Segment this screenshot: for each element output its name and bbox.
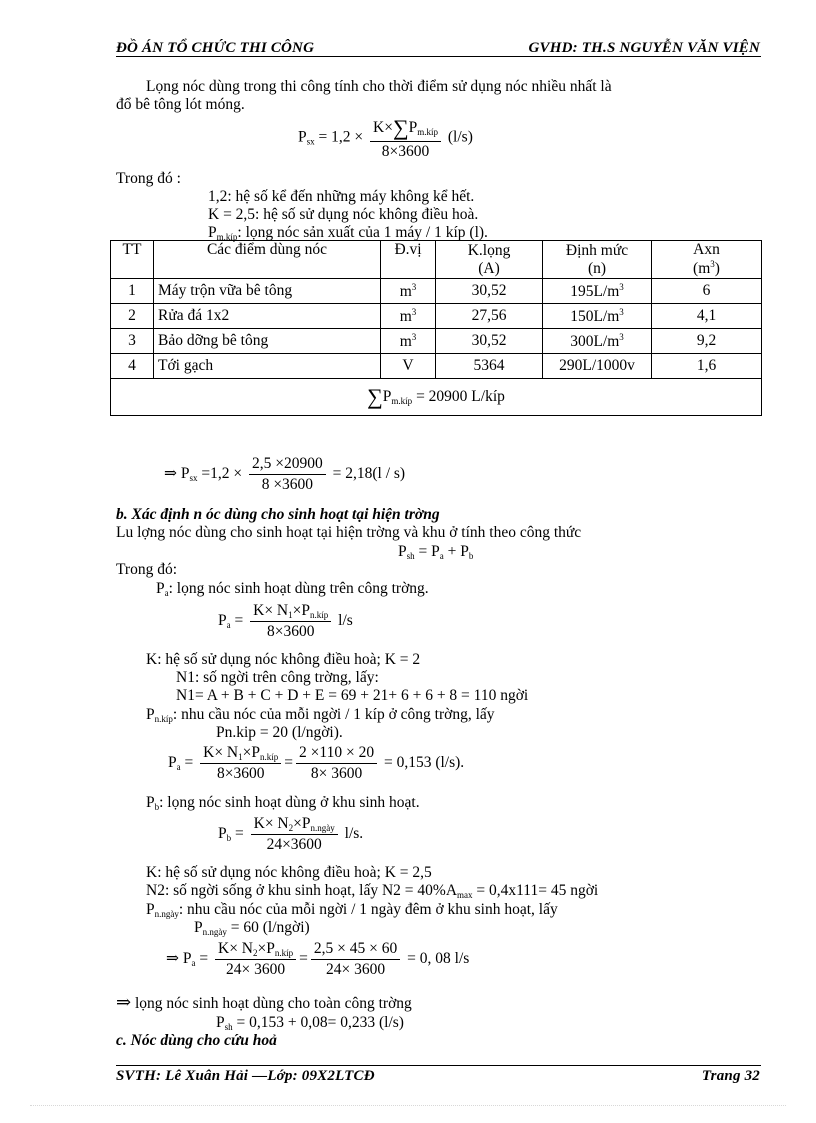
table-row: 1 Máy trộn vữa bê tông $m^3$ 30,52 $195L/m^3$ 6: [111, 279, 762, 304]
table-row: 2 Rửa đá 1x2 $m^3$ 27,56 $150L/m^3$ 4,1: [111, 304, 762, 329]
footer-page: Trang 32: [701, 1068, 760, 1084]
formula-psh: $P_{sh} = P_a + P_b$: [398, 543, 474, 561]
pnn-value: $P_{n.ngày} = 60$ (l/ngời): [194, 919, 310, 937]
where-item-pm: $P_{m.kíp}$: lọng nóc sản xuất của 1 máy / 1 kíp (l).: [208, 224, 488, 242]
n2-line: N2: số ngời sống ở khu sinh hoạt, lấy $N2 = 40\%A_{max} = 0,4x111= 45$ ngời: [146, 882, 599, 900]
table-row: 4 Tới gạch V 5364 290L/1000v 1,6: [111, 354, 762, 379]
pb-definition: $P_b$: lọng nóc sinh hoạt dùng ở khu sinh hoạt.: [146, 794, 420, 812]
pn-definition: $P_{n.kíp}$: nhu cầu nóc của mỗi ngời / 1 kíp ở công trờng, lấy: [146, 706, 495, 724]
header-rule: [116, 56, 761, 57]
table-header-row: [111, 241, 762, 279]
header-left: ĐỒ ÁN TỔ CHỨC THI CÔNG: [116, 40, 315, 56]
where-item-2: K = 2,5: hệ số sử dụng nóc không điều hoà.: [208, 206, 479, 223]
formula-psx: $P_{sx} = 1,2$ × $\frac{K\times\sum P_{m.kíp}}{8\times 3600}$ (l/s): [298, 115, 473, 161]
intro-line-2: đổ bê tông lót móng.: [116, 96, 245, 113]
bottom-dotted-line: [30, 1105, 786, 1106]
section-b-line-1: Lu lợng nóc dùng cho sinh hoạt tại hiện trờng và khu ở tính theo công thức: [116, 524, 582, 541]
pa-definition: $P_a$: lọng nóc sinh hoạt dùng trên công trờng.: [156, 580, 429, 598]
formula-pa: $P_a$ = $\frac{K\times N_1\times P_{n.kíp}}{8\times 3600}$ l/s: [218, 602, 353, 641]
n1-calc: N1= A + B + C + D + E = 69 + 21+ 6 + 6 + 8 = 110 ngời: [176, 687, 529, 704]
where-title: Trong đó :: [116, 170, 181, 187]
total-line: ⇒ lọng nóc sinh hoạt dùng cho toàn công trờng: [116, 992, 412, 1012]
pn-value: Pn.kip = 20 (l/ngời).: [216, 724, 343, 741]
intro-line-1: Lọng nóc dùng trong thi công tính cho thời điểm sử dụng nóc nhiều nhất là: [146, 78, 612, 95]
th-tt: TT: [111, 241, 154, 279]
footer-rule: [116, 1065, 761, 1066]
section-b-title: b. Xác định n óc dùng cho sinh hoạt tại hiện trờng: [116, 506, 440, 523]
footer-left: SVTH: Lê Xuân Hải —Lớp: 09X2LTCĐ: [116, 1068, 375, 1084]
header-right: GVHD: TH.S NGUYỄN VĂN VIỆN: [528, 40, 760, 56]
section-b-where: Trong đó:: [116, 561, 178, 578]
water-usage-table: [110, 240, 762, 416]
th-unit: Đ.vị: [381, 241, 436, 279]
section-c-title: c. Nóc dùng cho cứu hoả: [116, 1032, 277, 1049]
k-line-1: K: hệ số sử dụng nóc không điều hoà; K = 2: [146, 651, 421, 668]
k-line-2: K: hệ số sử dụng nóc không điều hoà; K = 2,5: [146, 864, 432, 881]
th-kluong: K.lọng (A): [436, 241, 543, 279]
formula-pb: $P_b$ = $\frac{K\times N_2\times P_{n.ngày}}{24\times 3600}$ l/s.: [218, 815, 364, 854]
calc-pb: ⇒ $P_a$ = $\frac{K\times N_2\times P_{n.kíp}}{24\times 3600}$ = $\frac{2,5 \times 45 \times 60}{24\times 3600}$ = 0, 08 l/s: [166, 940, 470, 979]
table-row: 3 Bảo dỡng bê tông $m^3$ 30,52 $300L/m^3$ 9,2: [111, 329, 762, 354]
th-axn: Axn $(m^3)$: [652, 241, 762, 279]
total-calc: $P_{sh} = 0,153 + 0,08= 0,233$ (l/s): [216, 1014, 404, 1032]
th-point: Các điểm dùng nóc: [154, 241, 381, 279]
calc-pa: $P_a$ = $\frac{K\times N_1\times P_{n.kíp}}{8\times 3600}$ = $\frac{2 \times 110 \times 20}{8\times 3600}$ = 0,153 (l/s).: [168, 744, 465, 783]
n1-line: N1: số ngời trên công trờng, lấy:: [176, 669, 379, 686]
where-item-1: 1,2: hệ số kể đến những máy không kể hết.: [208, 188, 475, 205]
calc-psx: ⇒ $P_{sx} =1,2$ × $\frac{2,5 \times 20900}{8 \times 3600}$ = 2,18(l / s): [164, 455, 406, 493]
table-sum-row: $\sum P_{m.kíp} = 20900$ L/kíp: [111, 379, 762, 416]
th-dinhmuc: Định mức (n): [543, 241, 652, 279]
pnn-definition: $P_{n.ngày}$: nhu cầu nóc của mỗi ngời / 1 ngày đêm ở khu sinh hoạt, lấy: [146, 901, 558, 919]
